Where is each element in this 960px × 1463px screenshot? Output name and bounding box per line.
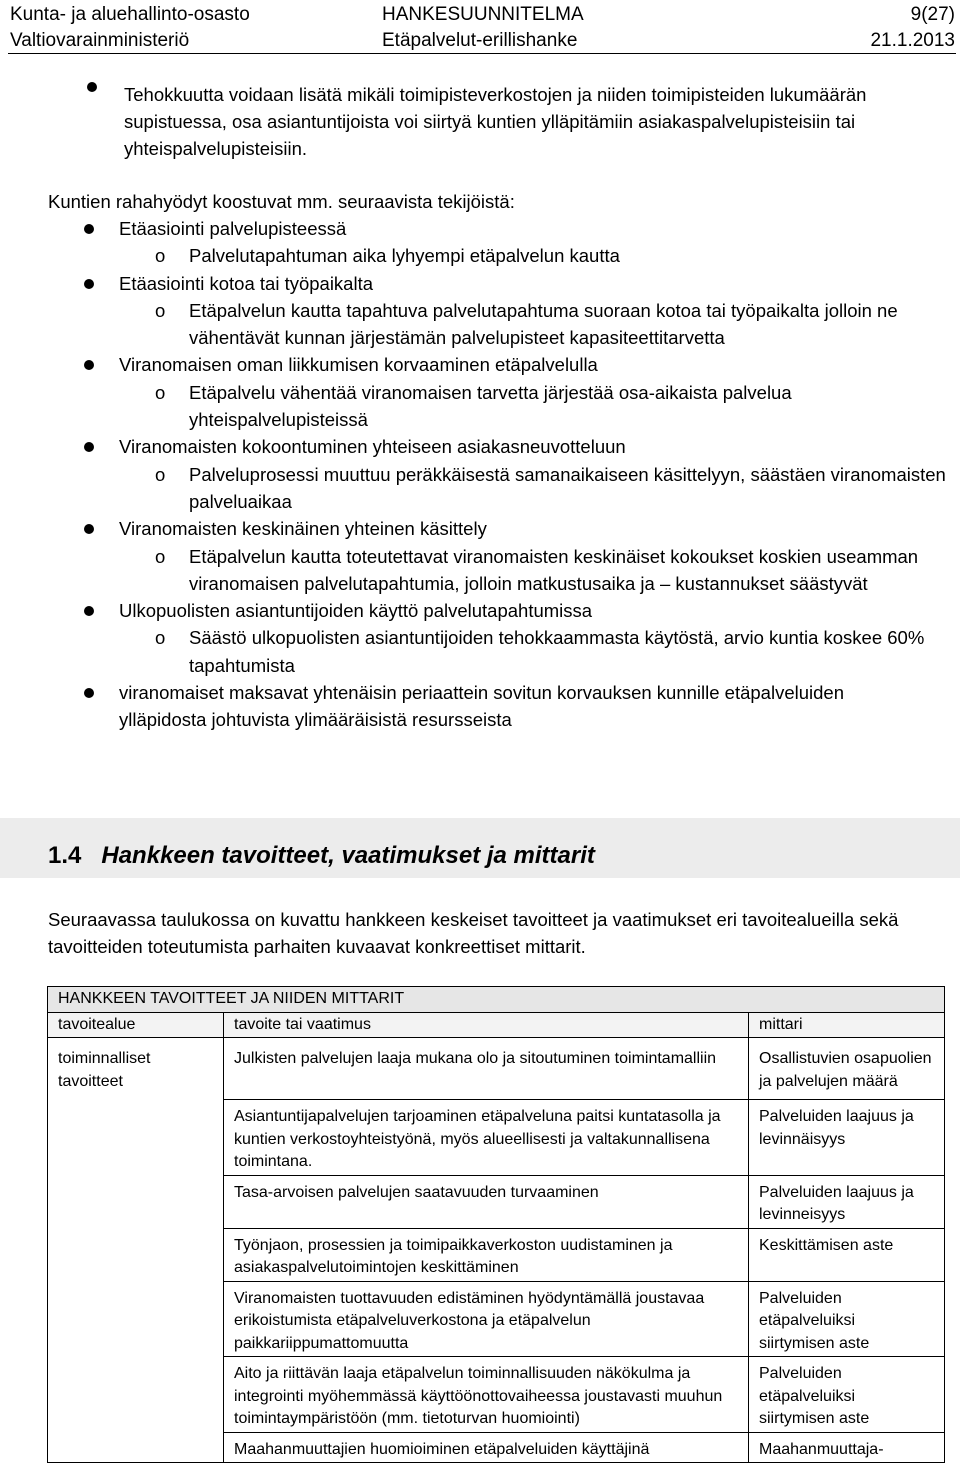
column-header-area: tavoitealue	[48, 1012, 224, 1038]
factor-sub-item	[119, 461, 959, 516]
bullet-icon	[84, 279, 94, 289]
factor-label: Etäasiointi palvelupisteessä	[119, 218, 347, 239]
factor-label: Ulkopuolisten asiantuntijoiden käyttö palvelutapahtumissa	[119, 600, 593, 622]
circle-bullet-icon: o	[155, 299, 166, 321]
table-title-row	[48, 987, 945, 1013]
table-cell-area: toiminnalliset tavoitteet	[48, 1038, 224, 1463]
table-cell-goal: Tasa-arvoisen palvelujen saatavuuden turvaaminen	[224, 1175, 749, 1228]
factor-sub-item	[119, 624, 959, 679]
goals-table	[47, 986, 945, 1463]
header-project: Etäpalvelut-erillishanke	[382, 30, 578, 51]
table-cell-goal: Aito ja riittävän laaja etäpalvelun toiminnallisuuden näkökulma ja integrointi myöhemmässä käyttöönottovaiheessa joustavasti muuhun toimintaympäristöön (mm. tietoturvan huomiointi)	[224, 1357, 749, 1433]
factor-label: Viranomaisten keskinäinen yhteinen käsittely	[119, 518, 487, 540]
column-header-goal: tavoite tai vaatimus	[224, 1012, 749, 1038]
circle-bullet-icon: o	[155, 381, 166, 403]
factor-sub-text: Etäpalvelun kautta toteutettavat viranomaisten keskinäiset kokoukset koskien useamman viranomaisen palvelutapahtumia, jolloin matkustusaika ja – kustannukset säästyvät	[189, 545, 919, 594]
header-date: 21.1.2013	[870, 30, 955, 51]
factor-item	[0, 433, 960, 515]
table-row	[48, 1038, 945, 1100]
factors-intro: Kuntien rahahyödyt koostuvat mm. seuraavista tekijöistä:	[48, 191, 515, 212]
factor-label: Viranomaisen oman liikkumisen korvaaminen etäpalvelulla	[119, 354, 598, 376]
bullet-icon	[84, 688, 94, 698]
header-doc-type: HANKESUUNNITELMA	[382, 4, 584, 25]
table-header-row	[48, 1012, 945, 1038]
table-cell-metric: Palveluiden etäpalveluiksi siirtymisen aste	[749, 1281, 945, 1357]
section-lead-text: Seuraavassa taulukossa on kuvattu hankkeen keskeiset tavoitteet ja vaatimukset eri tavoitealueilla sekä tavoitteiden toteutumista parhaiten kuvaavat konkreettiset mittarit.	[48, 909, 899, 957]
bullet-icon	[84, 606, 94, 616]
factor-sub-text: Palvelutapahtuman aika lyhyempi etäpalvelun kautta	[189, 245, 620, 267]
table-cell-goal: Julkisten palvelujen laaja mukana olo ja sitoutuminen toimintamalliin	[224, 1038, 749, 1100]
bullet-icon	[84, 524, 94, 534]
table-cell-metric: Keskittämisen aste	[749, 1228, 945, 1281]
header-rule	[8, 53, 956, 54]
factor-label: Etäasiointi kotoa tai työpaikalta	[119, 272, 374, 294]
factor-label: Viranomaisten kokoontuminen yhteiseen asiakasneuvotteluun	[119, 436, 626, 458]
factor-sub-text: Palveluprosessi muuttuu peräkkäisestä samanaikaiseen käsittelyyn, säästäen viranomaisten palveluaikaa	[189, 463, 946, 512]
table-cell-metric: Palveluiden laajuus ja levinnäisyys	[749, 1100, 945, 1176]
header-ministry: Valtiovarainministeriö	[10, 30, 190, 51]
factor-item	[0, 679, 859, 734]
factor-item	[0, 597, 960, 679]
bullet-icon	[84, 224, 94, 234]
table-cell-metric: Osallistuvien osapuolien ja palvelujen määrä	[749, 1038, 945, 1100]
factor-sub-item	[119, 297, 959, 352]
section-heading	[48, 838, 595, 874]
table-cell-goal: Asiantuntijapalvelujen tarjoaminen etäpalveluna paitsi kuntatasolla ja kuntien verkostoyhteistyönä, myös alueellisesti ja valtakunnallisena toimintana.	[224, 1100, 749, 1176]
factors-list	[0, 215, 960, 734]
table-cell-metric: Palveluiden etäpalveluiksi siirtymisen aste	[749, 1357, 945, 1433]
factor-item	[0, 215, 960, 270]
bullet-icon	[84, 442, 94, 452]
factor-item	[0, 515, 960, 597]
table-cell-metric: Maahanmuuttaja-	[749, 1432, 945, 1463]
section-number: 1.4	[48, 842, 82, 869]
factor-sub-item	[119, 242, 959, 269]
factor-sub-text: Etäpalvelun kautta tapahtuva palvelutapahtuma suoraan kotoa tai työpaikalta jolloin ne vähentävät kunnan järjestämän palvelupisteet kapasiteettitarvetta	[189, 299, 898, 349]
circle-bullet-icon: o	[155, 463, 166, 485]
header-page: 9(27)	[910, 4, 955, 25]
circle-bullet-icon: o	[155, 627, 166, 649]
table-cell-goal: Maahanmuuttajien huomioiminen etäpalveluiden käyttäjinä	[224, 1432, 749, 1463]
table-cell-goal: Työnjaon, prosessien ja toimipaikkaverkoston uudistaminen ja asiakaspalvelutoimintojen keskittäminen	[224, 1228, 749, 1281]
factor-item	[0, 270, 960, 352]
factor-sub-item	[119, 543, 959, 598]
column-header-metric: mittari	[749, 1012, 945, 1038]
bullet-icon	[87, 82, 97, 92]
top-bullet-text: Tehokkuutta voidaan lisätä mikäli toimipisteverkostojen ja niiden toimipisteiden lukumäärän supistuessa, osa asiantuntijoista voi siirtyä kuntien ylläpitämiin asiakaspalvelupisteisiin tai yhteispalvelupisteisiin.	[124, 84, 867, 159]
table-title: HANKKEEN TAVOITTEET JA NIIDEN MITTARIT	[48, 987, 945, 1013]
bullet-icon	[84, 360, 94, 370]
circle-bullet-icon: o	[155, 245, 166, 267]
header-org: Kunta- ja aluehallinto-osasto	[10, 4, 250, 25]
table-cell-metric: Palveluiden laajuus ja levinneisyys	[749, 1175, 945, 1228]
header-row-1	[10, 4, 955, 26]
factor-item	[0, 351, 960, 433]
factor-label: viranomaiset maksavat yhtenäisin periaattein sovitun korvauksen kunnille etäpalveluiden ylläpidosta johtuvista ylimääräisistä resursseista	[119, 682, 844, 731]
header-row-2	[10, 30, 955, 52]
factor-sub-item	[119, 379, 959, 434]
factor-sub-text: Etäpalvelu vähentää viranomaisen tarvetta järjestää osa-aikaista palvelua yhteispalvelupisteissä	[189, 381, 792, 431]
section-title: Hankkeen tavoitteet, vaatimukset ja mittarit	[101, 842, 595, 869]
factor-sub-text: Säästö ulkopuolisten asiantuntijoiden tehokkaammasta käytöstä, arvio kuntia koskee 60% tapahtumista	[189, 627, 925, 676]
table-cell-goal: Viranomaisten tuottavuuden edistäminen hyödyntämällä joustavaa erikoistumista etäpalveluverkostona ja etäpalvelun paikkariippumattomuutta	[224, 1281, 749, 1357]
circle-bullet-icon: o	[155, 545, 166, 567]
